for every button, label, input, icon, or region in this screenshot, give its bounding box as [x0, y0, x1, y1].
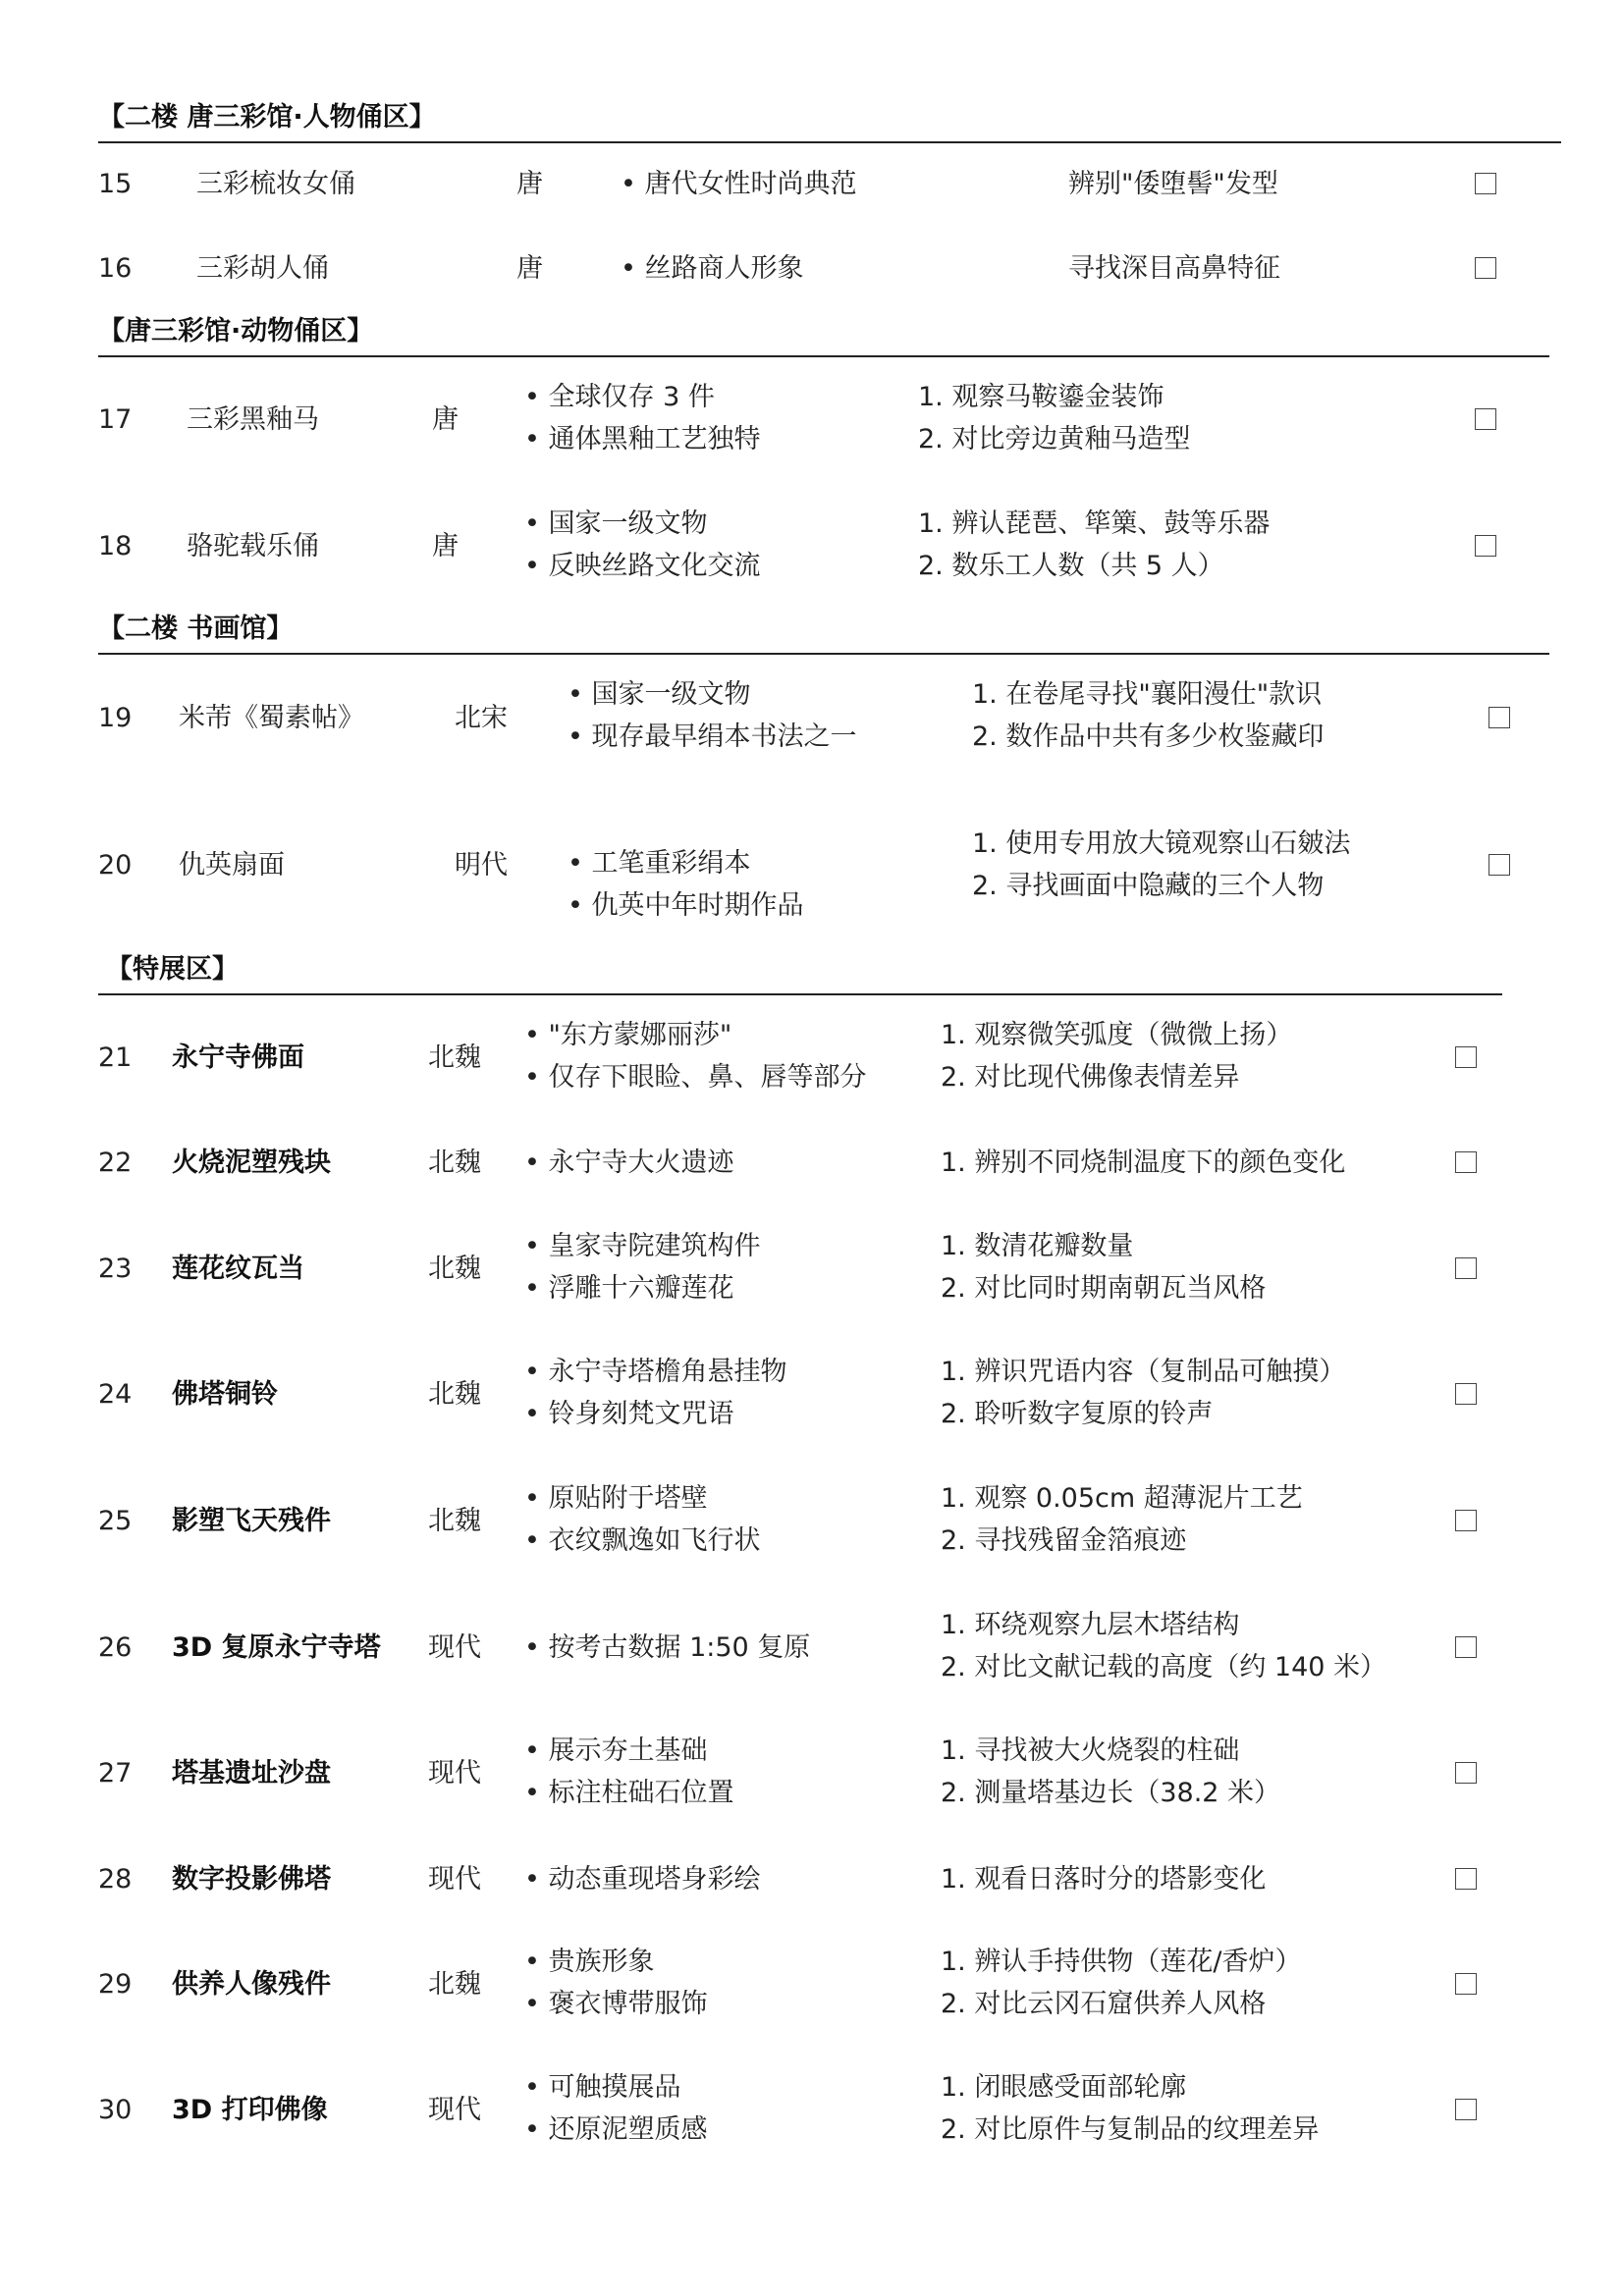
feature-line: • 可触摸展品	[524, 2072, 681, 2103]
item-tasks	[918, 376, 1190, 460]
task-line: 1. 环绕观察九层木塔结构	[941, 1610, 1240, 1640]
item-features	[524, 376, 761, 460]
item-tasks	[941, 1941, 1301, 2025]
item-number: 17	[98, 404, 133, 435]
item-name: 骆驼载乐俑	[187, 531, 319, 561]
feature-line: • 皇家寺院建筑构件	[524, 1231, 761, 1261]
checkbox[interactable]	[1455, 2099, 1477, 2120]
checkbox[interactable]	[1455, 1762, 1477, 1784]
task-line: 2. 测量塔基边长（38.2 米）	[941, 1778, 1281, 1808]
item-name: 3D 复原永宁寺塔	[172, 1632, 381, 1663]
item-tasks	[941, 1730, 1280, 1814]
item-task: 1. 观看日落时分的塔影变化	[941, 1864, 1267, 1895]
item-tasks	[941, 2066, 1319, 2151]
feature-line: • 褒衣博带服饰	[524, 1989, 708, 2019]
checkbox[interactable]	[1475, 257, 1496, 279]
item-feature: • 动态重现塔身彩绘	[524, 1864, 761, 1895]
task-line: 2. 对比现代佛像表情差异	[941, 1062, 1240, 1093]
item-era: 现代	[428, 1632, 481, 1663]
section-divider	[98, 993, 1502, 995]
item-name: 3D 打印佛像	[172, 2095, 328, 2125]
section-divider	[98, 355, 1549, 357]
feature-line: • 工笔重彩绢本	[568, 848, 751, 879]
checkbox[interactable]	[1455, 1868, 1477, 1890]
checkbox[interactable]	[1455, 1383, 1477, 1405]
item-era: 北魏	[428, 1969, 481, 2000]
item-number: 22	[98, 1148, 133, 1178]
task-line: 1. 观察微笑弧度（微微上扬）	[941, 1020, 1293, 1050]
item-era: 北魏	[428, 1042, 481, 1073]
checkbox[interactable]	[1455, 1636, 1477, 1658]
item-feature: • 永宁寺大火遗迹	[524, 1148, 734, 1178]
section-divider	[98, 141, 1561, 143]
section-title: 【二楼 唐三彩馆·人物俑区】	[98, 102, 436, 133]
item-features	[524, 1225, 761, 1309]
item-features	[524, 1477, 761, 1562]
feature-line: • "东方蒙娜丽莎"	[524, 1020, 732, 1050]
item-era: 现代	[428, 2095, 481, 2125]
item-era: 明代	[455, 850, 508, 881]
item-features	[524, 1014, 867, 1098]
feature-line: • 贵族形象	[524, 1947, 655, 1977]
item-number: 20	[98, 850, 133, 881]
item-era: 北宋	[455, 703, 508, 733]
item-name: 影塑飞天残件	[172, 1506, 331, 1536]
item-features	[524, 503, 761, 587]
item-name: 供养人像残件	[172, 1969, 331, 2000]
feature-line: • 仅存下眼睑、鼻、唇等部分	[524, 1062, 867, 1093]
feature-line: • 仇英中年时期作品	[568, 890, 804, 921]
item-era: 现代	[428, 1758, 481, 1789]
item-feature: • 丝路商人形象	[621, 253, 804, 284]
task-line: 1. 数清花瓣数量	[941, 1231, 1134, 1261]
feature-line: • 浮雕十六瓣莲花	[524, 1273, 734, 1304]
section-title: 【特展区】	[106, 954, 239, 985]
task-line: 1. 观察马鞍鎏金装饰	[918, 382, 1164, 412]
task-line: 2. 数作品中共有多少枚鉴藏印	[972, 721, 1325, 752]
checkbox[interactable]	[1489, 707, 1510, 728]
item-features	[568, 842, 804, 927]
item-era: 北魏	[428, 1254, 481, 1284]
item-era: 北魏	[428, 1506, 481, 1536]
item-name: 塔基遗址沙盘	[172, 1758, 331, 1789]
task-line: 2. 对比同时期南朝瓦当风格	[941, 1273, 1267, 1304]
item-feature: • 唐代女性时尚典范	[621, 169, 857, 199]
checkbox[interactable]	[1475, 173, 1496, 194]
task-line: 1. 观察 0.05cm 超薄泥片工艺	[941, 1483, 1303, 1514]
item-tasks	[972, 673, 1324, 758]
task-line: 2. 聆听数字复原的铃声	[941, 1399, 1214, 1429]
task-line: 2. 对比文献记载的高度（约 140 米）	[941, 1652, 1387, 1682]
task-line: 1. 在卷尾寻找"襄阳漫仕"款识	[972, 679, 1323, 710]
task-line: 1. 使用专用放大镜观察山石皴法	[972, 828, 1351, 859]
item-name: 火烧泥塑残块	[172, 1148, 331, 1178]
feature-line: • 反映丝路文化交流	[524, 551, 761, 581]
checkbox[interactable]	[1475, 408, 1496, 430]
task-line: 1. 辨识咒语内容（复制品可触摸）	[941, 1357, 1346, 1387]
item-tasks	[972, 823, 1350, 907]
item-era: 现代	[428, 1864, 481, 1895]
task-line: 1. 闭眼感受面部轮廓	[941, 2072, 1187, 2103]
item-number: 25	[98, 1506, 133, 1536]
item-features	[568, 673, 857, 758]
item-name: 莲花纹瓦当	[172, 1254, 304, 1284]
feature-line: • 还原泥塑质感	[524, 2114, 708, 2145]
feature-line: • 铃身刻梵文咒语	[524, 1399, 734, 1429]
task-line: 2. 对比原件与复制品的纹理差异	[941, 2114, 1320, 2145]
item-task: 寻找深目高鼻特征	[1068, 253, 1280, 284]
item-number: 16	[98, 253, 133, 284]
item-name: 永宁寺佛面	[172, 1042, 304, 1073]
item-tasks	[941, 1477, 1303, 1562]
feature-line: • 全球仅存 3 件	[524, 382, 715, 412]
item-tasks	[918, 503, 1270, 587]
item-era: 北魏	[428, 1148, 481, 1178]
feature-line: • 标注柱础石位置	[524, 1778, 734, 1808]
item-number: 24	[98, 1379, 133, 1410]
item-number: 30	[98, 2095, 133, 2125]
item-number: 29	[98, 1969, 133, 2000]
item-feature: • 按考古数据 1:50 复原	[524, 1632, 811, 1663]
item-number: 21	[98, 1042, 133, 1073]
item-number: 26	[98, 1632, 133, 1663]
item-name: 米芾《蜀素帖》	[179, 703, 364, 733]
item-name: 数字投影佛塔	[172, 1864, 331, 1895]
checkbox[interactable]	[1489, 854, 1510, 876]
section-title: 【唐三彩馆·动物俑区】	[98, 316, 374, 347]
checkbox[interactable]	[1475, 535, 1496, 557]
feature-line: • 衣纹飘逸如飞行状	[524, 1525, 761, 1556]
checkbox[interactable]	[1455, 1257, 1477, 1279]
task-line: 1. 辨认手持供物（莲花/香炉）	[941, 1947, 1302, 1977]
item-era: 唐	[432, 404, 459, 435]
feature-line: • 展示夯土基础	[524, 1735, 708, 1766]
item-name: 三彩梳妆女俑	[196, 169, 355, 199]
item-features	[524, 1941, 708, 2025]
section-title: 【二楼 书画馆】	[98, 614, 294, 644]
item-task: 辨别"倭堕髻"发型	[1068, 169, 1278, 199]
feature-line: • 通体黑釉工艺独特	[524, 424, 761, 454]
item-name: 三彩胡人俑	[196, 253, 329, 284]
feature-line: • 国家一级文物	[524, 508, 708, 539]
feature-line: • 永宁寺塔檐角悬挂物	[524, 1357, 787, 1387]
item-tasks	[941, 1014, 1292, 1098]
checkbox[interactable]	[1455, 1046, 1477, 1068]
item-features	[524, 2066, 708, 2151]
item-number: 18	[98, 531, 133, 561]
task-line: 2. 寻找残留金箔痕迹	[941, 1525, 1187, 1556]
item-tasks	[941, 1351, 1345, 1435]
item-tasks	[941, 1225, 1266, 1309]
item-name: 仇英扇面	[179, 850, 285, 881]
feature-line: • 原贴附于塔壁	[524, 1483, 708, 1514]
item-number: 28	[98, 1864, 133, 1895]
item-number: 23	[98, 1254, 133, 1284]
checkbox[interactable]	[1455, 1510, 1477, 1531]
section-divider	[98, 653, 1549, 655]
item-number: 27	[98, 1758, 133, 1789]
task-line: 2. 对比旁边黄釉马造型	[918, 424, 1191, 454]
feature-line: • 国家一级文物	[568, 679, 751, 710]
task-line: 2. 数乐工人数（共 5 人）	[918, 551, 1224, 581]
item-task: 1. 辨别不同烧制温度下的颜色变化	[941, 1148, 1346, 1178]
item-number: 15	[98, 169, 133, 199]
item-era: 唐	[432, 531, 459, 561]
item-name: 佛塔铜铃	[172, 1379, 278, 1410]
item-tasks	[941, 1604, 1386, 1688]
task-line: 2. 寻找画面中隐藏的三个人物	[972, 871, 1325, 901]
task-line: 2. 对比云冈石窟供养人风格	[941, 1989, 1267, 2019]
feature-line: • 现存最早绢本书法之一	[568, 721, 857, 752]
task-line: 1. 寻找被大火烧裂的柱础	[941, 1735, 1240, 1766]
checkbox[interactable]	[1455, 1151, 1477, 1173]
item-number: 19	[98, 703, 133, 733]
task-line: 1. 辨认琵琶、筚篥、鼓等乐器	[918, 508, 1271, 539]
item-era: 唐	[516, 253, 543, 284]
item-era: 唐	[516, 169, 543, 199]
item-era: 北魏	[428, 1379, 481, 1410]
item-features	[524, 1351, 787, 1435]
checkbox[interactable]	[1455, 1973, 1477, 1995]
item-name: 三彩黑釉马	[187, 404, 319, 435]
item-features	[524, 1730, 734, 1814]
